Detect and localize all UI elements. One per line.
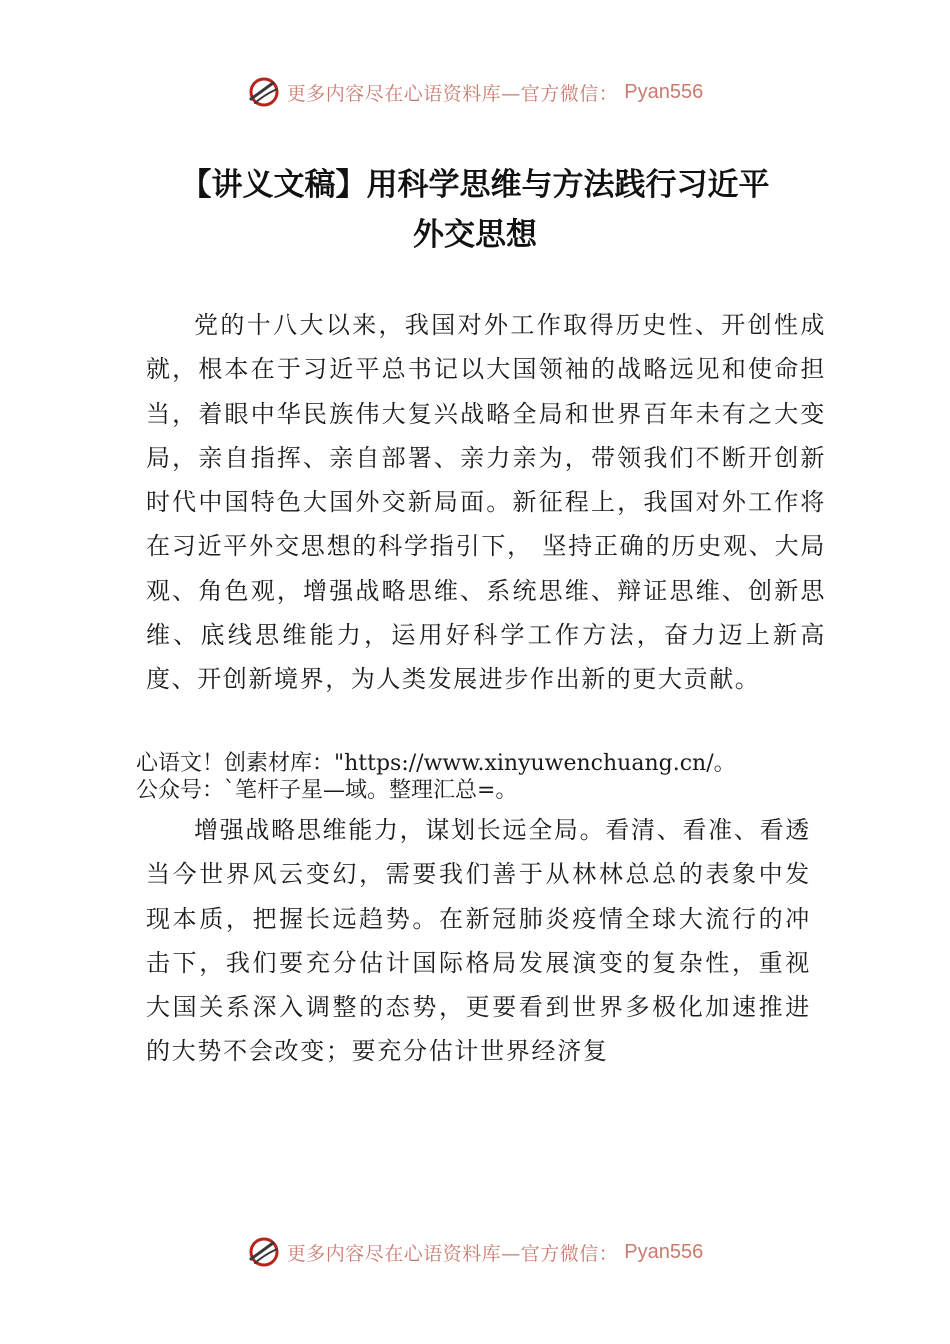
- header-banner-text: 更多内容尽在心语资料库—官方微信：: [286, 82, 619, 105]
- header-banner: [0, 72, 950, 112]
- source-note-line-1: 心语文！创素材库："https://www.xinyuwenchuang.cn/。: [136, 751, 736, 776]
- title-line-1: 【讲义文稿】用科学思维与方法践行习近平: [180, 167, 770, 203]
- body-paragraph-1: 党的十八大以来，我国对外工作取得历史性、开创性成就，根本在于习近平总书记以大国领袖的战略远见和使命担当，着眼中华民族伟大复兴战略全局和世界百年未有之大变局，亲自指挥、亲自部署、亲力亲为，带领我们不断开创新时代中国特色大国外交新局面。新征程上，我国对外工作将在习近平外交思想的科学指引下， 坚持正确的历史观、大局观、角色观，增强战略思维、系统思维、辩证思维、创新思维、底线思维能力，运用好科学工作方法，奋力迈上新高度、开创新境界，为人类发展进步作出新的更大贡献。: [146, 311, 826, 694]
- header-wechat-id: Pyan556: [624, 80, 704, 103]
- title-line-2: 外交思想: [413, 217, 537, 253]
- brand-logo-icon: [247, 1235, 281, 1269]
- footer-banner-text: 更多内容尽在心语资料库—官方微信：: [286, 1242, 619, 1265]
- source-note-line-2: 公众号：`笔杆子星—域。整理汇总=。: [136, 778, 518, 803]
- body-paragraph-2: 增强战略思维能力，谋划长远全局。看清、看准、看透当今世界风云变幻，需要我们善于从林林总总的表象中发现本质，把握长远趋势。在新冠肺炎疫情全球大流行的冲击下，我们要充分估计国际格局发展演变的复杂性，重视大国关系深入调整的态势，更要看到世界多极化加速推进的大势不会改变；要充分估计世界经济复: [146, 816, 811, 1066]
- footer-banner: [0, 1232, 950, 1272]
- brand-logo-icon: [247, 75, 281, 109]
- footer-wechat-id: Pyan556: [624, 1240, 704, 1263]
- document-title: [100, 160, 850, 260]
- source-note: [136, 750, 836, 804]
